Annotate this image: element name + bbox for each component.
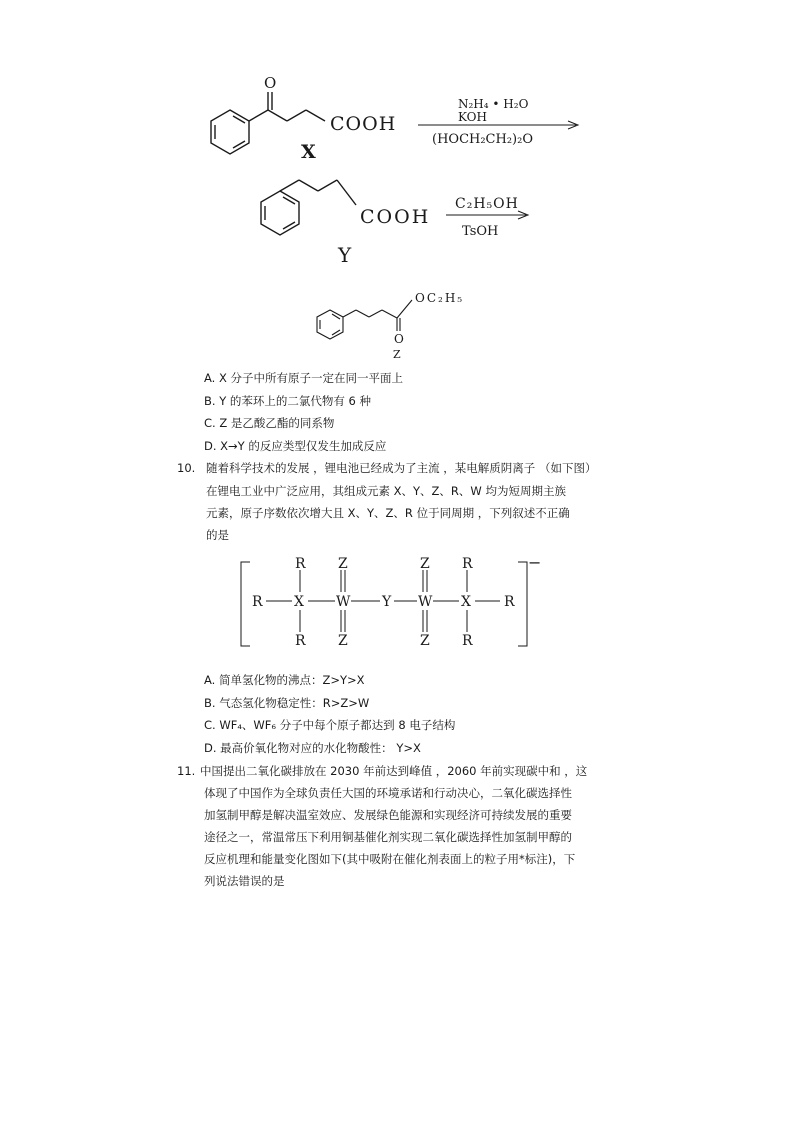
atom-z: Z [420, 556, 430, 572]
q11-text-line: 反应机理和能量变化图如下(其中吸附在催化剂表面上的粒子用*标注)，下 [204, 852, 576, 866]
z-carbonyl-oxygen: O [394, 332, 404, 346]
q11-text-line: 加氢制甲醇是解决温室效应、发展绿色能源和实现经济可持续发展的重要 [204, 808, 572, 822]
x-carbonyl-oxygen: O [264, 74, 277, 92]
z-chain [343, 300, 412, 331]
q10-option-d: D. 最高价氧化物对应的水化物酸性： Y>X [204, 741, 421, 755]
y-cooh: COOH [360, 206, 431, 228]
atom-z: Z [420, 633, 430, 649]
z-ethoxy: OC₂H₅ [415, 291, 465, 305]
q10-text-line: 随着科学技术的发展 ，锂电池已经成为了主流 ，某电解质阴离子 （如下图） [206, 461, 597, 475]
reaction-step-x-to-y [0, 0, 794, 170]
x-label: X [301, 141, 316, 163]
reaction-step-y-to-z [0, 170, 794, 270]
q10-option-a: A. 简单氢化物的沸点：Z>Y>X [204, 673, 365, 687]
atom-r: R [295, 633, 306, 649]
q10-text-line: 在锂电工业中广泛应用，其组成元素 X、Y、Z、R、W 均为短周期主族 [206, 484, 566, 498]
q9-option-d: D. X→Y 的反应类型仅发生加成反应 [204, 439, 387, 453]
q11-text-line: 体现了中国作为全球负责任大国的环境承诺和行动决心，二氧化碳选择性 [204, 786, 572, 800]
anion-charge: − [528, 553, 542, 572]
product-z-structure [0, 285, 794, 365]
q9-option-b: B. Y 的苯环上的二氯代物有 6 种 [204, 394, 372, 408]
q11-text-line: 列说法错误的是 [204, 874, 285, 888]
y-label: Y [338, 243, 352, 267]
atom-r: R [295, 556, 306, 572]
benzene-ring-z [317, 310, 343, 339]
q10-number: 10. [177, 461, 196, 475]
q9-option-a: A. X 分子中所有原子一定在同一平面上 [204, 371, 404, 385]
benzene-ring-x [211, 110, 249, 154]
q11-text-line: 中国提出二氧化碳排放在 2030 年前达到峰值 ，2060 年前实现碳中和 ，这 [200, 764, 588, 778]
atom-r: R [252, 594, 263, 610]
q11-text-line: 途径之一，常温常压下利用铜基催化剂实现二氧化碳选择性加氢制甲醇的 [204, 830, 572, 844]
atom-w: W [336, 594, 351, 610]
q10-text-line: 元素，原子序数依次增大且 X、Y、Z、R 位于同周期 ，下列叙述不正确 [206, 506, 570, 520]
left-bracket [241, 562, 250, 646]
reagent-tsoh: TsOH [462, 224, 499, 239]
atom-z: Z [338, 556, 348, 572]
atom-w: W [418, 594, 433, 610]
atom-y: Y [382, 594, 392, 610]
q10-option-c: C. WF₄、WF₆ 分子中每个原子都达到 8 电子结构 [204, 718, 456, 732]
z-label: Z [393, 348, 401, 361]
benzene-ring-y [261, 191, 299, 235]
q10-text-line: 的是 [206, 528, 229, 542]
q11-number: 11. [177, 764, 196, 778]
atom-x: X [461, 594, 471, 610]
x-cooh: COOH [330, 113, 397, 135]
reagent-koh: KOH [458, 110, 487, 124]
anion-structure [0, 550, 794, 655]
q10-option-b: B. 气态氢化物稳定性：R>Z>W [204, 696, 370, 710]
x-chain [249, 92, 325, 121]
atom-r: R [462, 556, 473, 572]
reagent-ethanol: C₂H₅OH [455, 196, 519, 212]
reagent-diethylene-glycol: (HOCH₂CH₂)₂O [432, 132, 533, 147]
right-bracket [518, 562, 527, 646]
atom-z: Z [338, 633, 348, 649]
reagent-hydrazine: N₂H₄ • H₂O [458, 97, 529, 111]
q9-option-c: C. Z 是乙酸乙酯的同系物 [204, 416, 335, 430]
atom-r: R [504, 594, 515, 610]
atom-r: R [462, 633, 473, 649]
atom-x: X [294, 594, 304, 610]
